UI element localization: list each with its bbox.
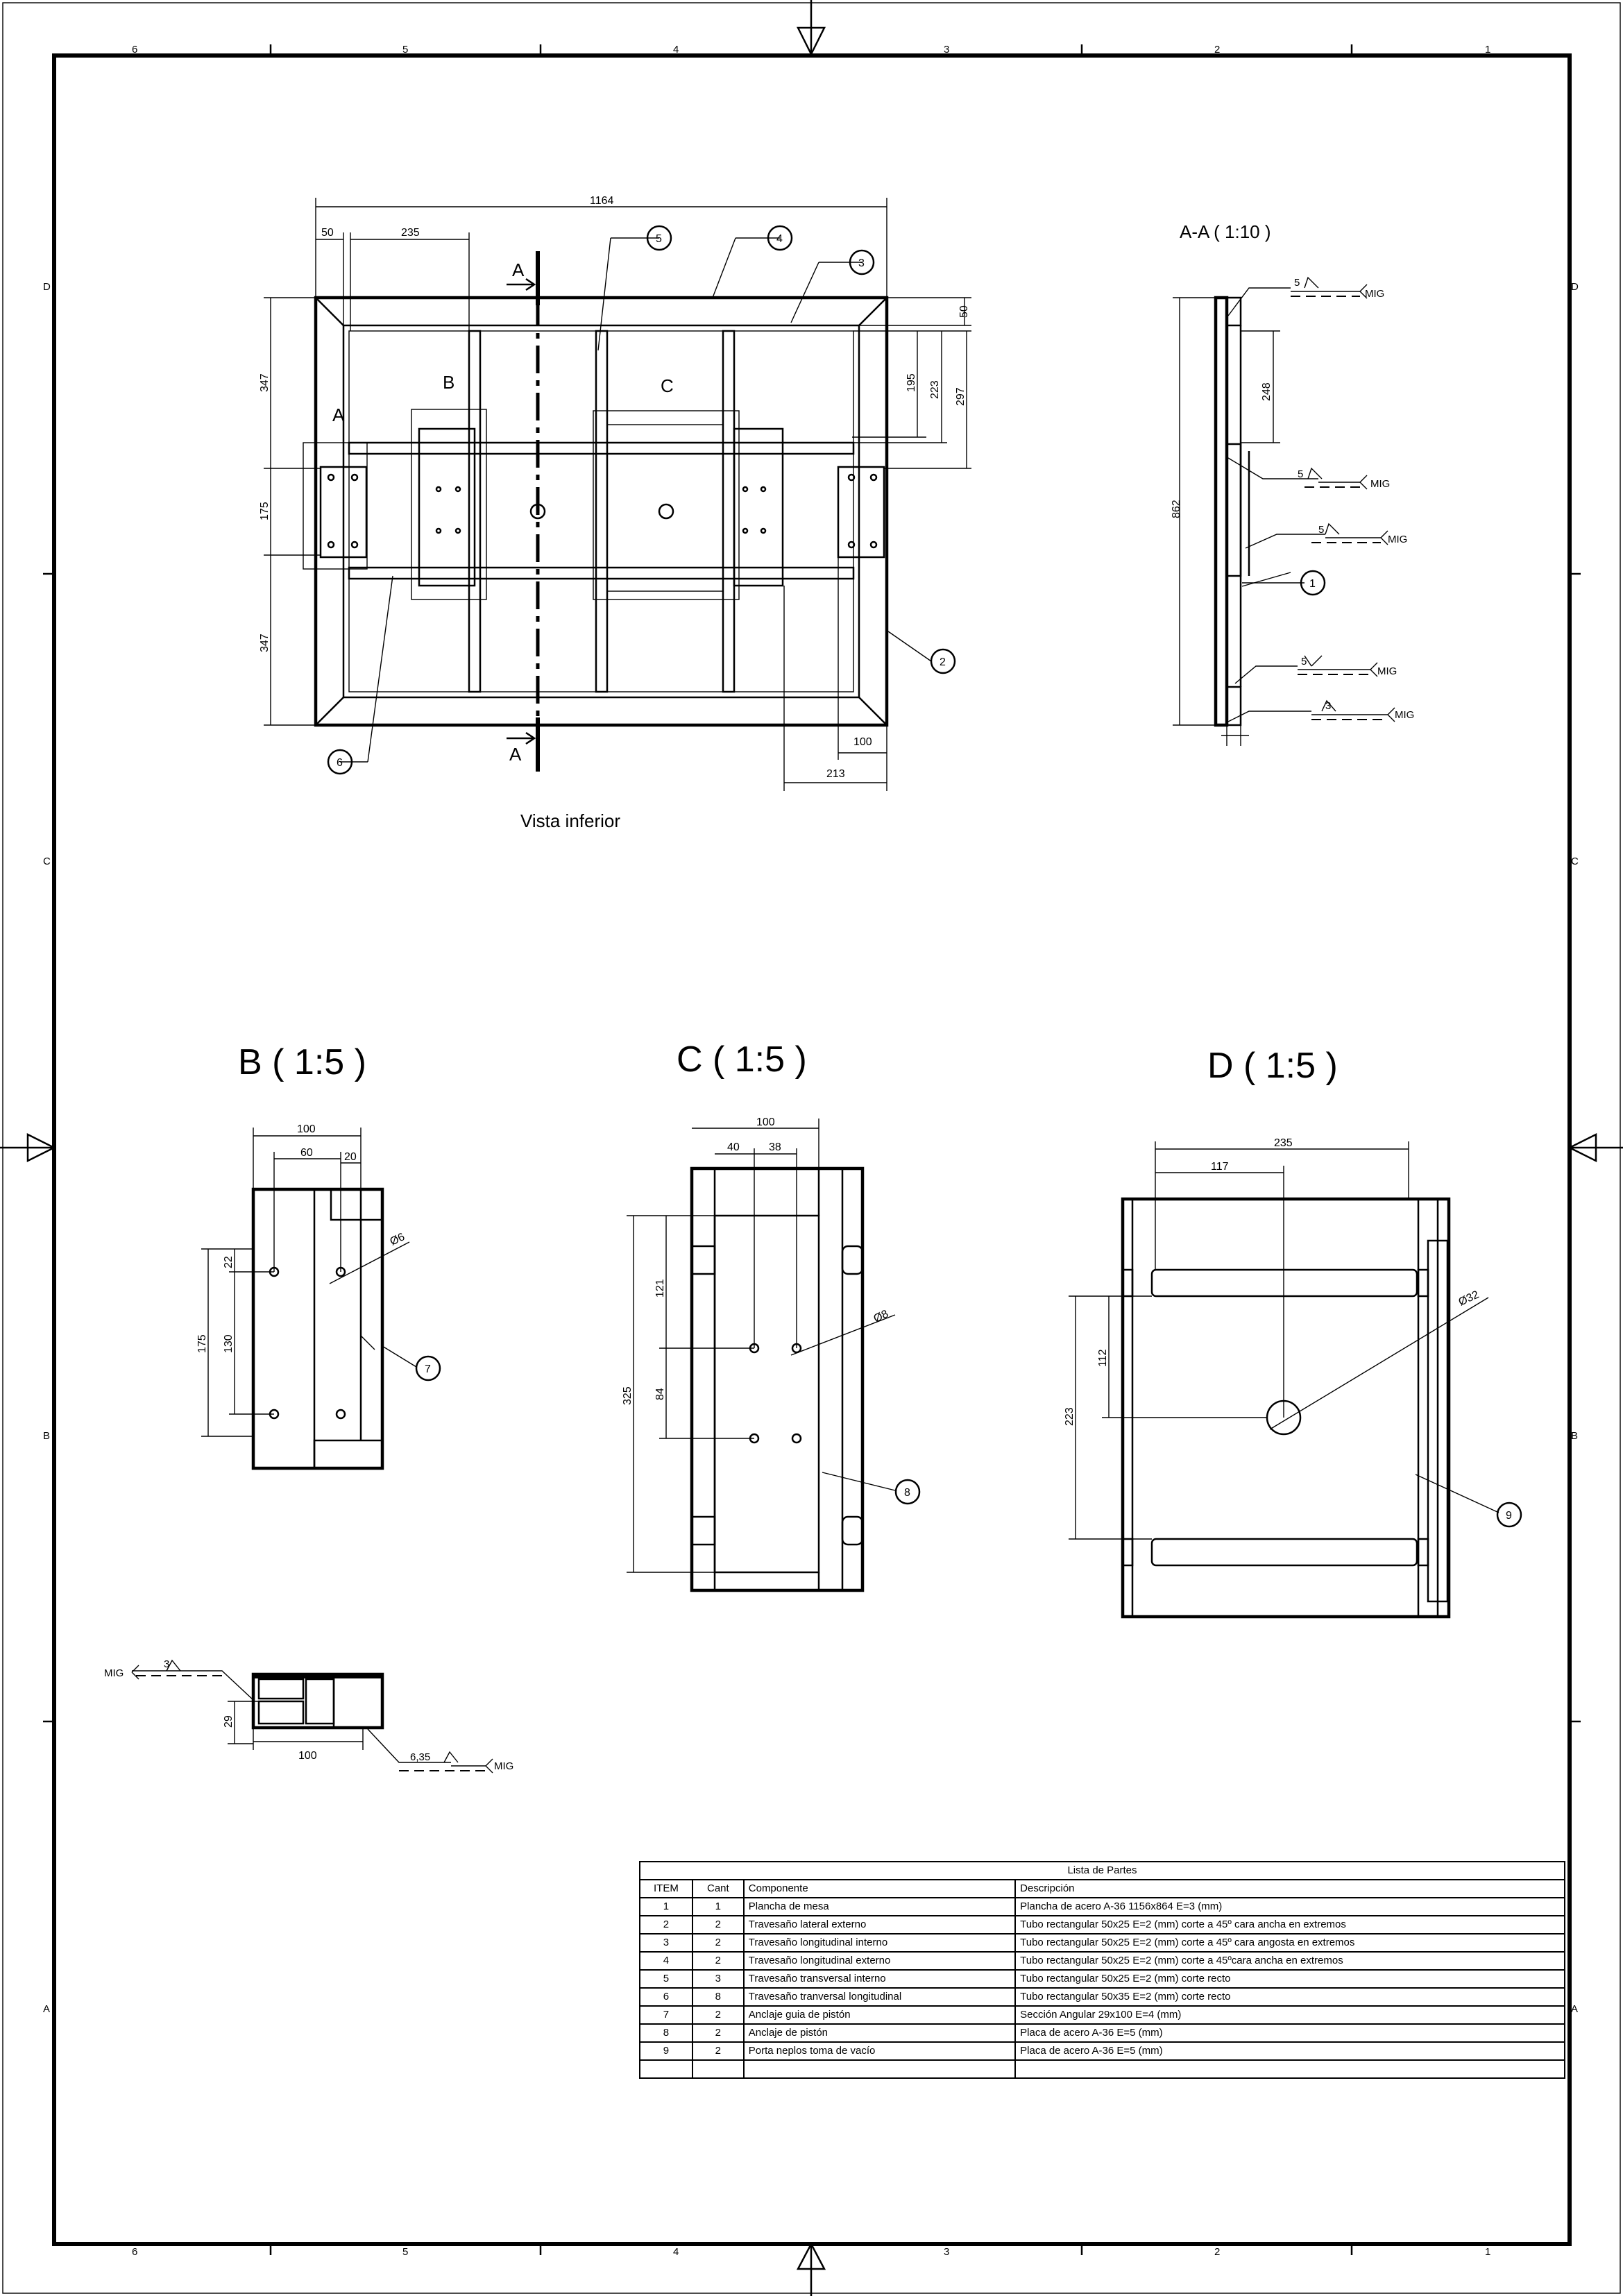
section-dim-upper: 248 xyxy=(1261,382,1273,401)
cell-componente: Travesaño longitudinal interno xyxy=(744,1934,1015,1952)
detail-d-view xyxy=(1064,1046,1521,1617)
detail-c-width: 100 xyxy=(756,1116,775,1128)
cell-cant: 2 xyxy=(692,1934,744,1952)
weld-3-process: MIG xyxy=(1388,534,1408,545)
detail-b-hole: Ø6 xyxy=(388,1231,407,1248)
cell-descripcion xyxy=(1015,2060,1565,2078)
cell-descripcion: Placa de acero A-36 E=5 (mm) xyxy=(1015,2042,1565,2060)
table-row xyxy=(640,2042,1565,2060)
cell-componente: Porta neplos toma de vacío xyxy=(744,2042,1015,2060)
cell-item xyxy=(640,2060,692,2078)
cell-cant: 8 xyxy=(692,1988,744,2006)
section-letter-top: A xyxy=(512,260,525,280)
zone-row-c-left: C xyxy=(43,856,51,867)
dim-overall: 1164 xyxy=(590,195,614,207)
detail-c-title: C ( 1:5 ) xyxy=(677,1039,807,1080)
zone-col-5-bottom: 5 xyxy=(402,2246,409,2258)
zone-row-a-right: A xyxy=(1571,2003,1579,2015)
detail-b-d175: 175 xyxy=(196,1334,208,1353)
cell-descripcion: Tubo rectangular 50x25 E=2 (mm) corte recto xyxy=(1015,1970,1565,1988)
main-bottom-view xyxy=(259,195,971,831)
cell-componente xyxy=(744,2060,1015,2078)
cell-cant: 1 xyxy=(692,1898,744,1916)
cell-cant: 2 xyxy=(692,1952,744,1970)
table-row xyxy=(640,2024,1565,2042)
cell-componente: Travesaño transversal interno xyxy=(744,1970,1015,1988)
table-row xyxy=(640,2060,1565,2078)
zone-row-c-right: C xyxy=(1571,856,1579,867)
zone-col-4-bottom: 4 xyxy=(673,2246,679,2258)
cell-descripcion: Tubo rectangular 50x25 E=2 (mm) corte a 45º cara ancha en extremos xyxy=(1015,1916,1565,1934)
weld-5-process: MIG xyxy=(1395,709,1415,721)
detail-c-d121: 121 xyxy=(654,1279,666,1298)
table-row xyxy=(640,1970,1565,1988)
balloon-2: 2 xyxy=(940,656,946,668)
detail-d-hole: Ø32 xyxy=(1456,1289,1481,1309)
table-row xyxy=(640,2006,1565,2024)
cell-cant: 2 xyxy=(692,2006,744,2024)
angle-weld-bottom-size: 6,35 xyxy=(410,1751,431,1763)
table-row xyxy=(640,1952,1565,1970)
detail-d-title: D ( 1:5 ) xyxy=(1207,1046,1338,1086)
cell-cant xyxy=(692,2060,744,2078)
cell-componente: Travesaño tranversal longitudinal xyxy=(744,1988,1015,2006)
balloon-4: 4 xyxy=(776,233,783,245)
cell-componente: Plancha de mesa xyxy=(744,1898,1015,1916)
zone-col-3-top: 3 xyxy=(944,44,950,56)
cell-descripcion: Placa de acero A-36 E=5 (mm) xyxy=(1015,2024,1565,2042)
weld-2-process: MIG xyxy=(1370,478,1391,490)
weld-1-size: 5 xyxy=(1294,277,1300,289)
dim-left-bay: 235 xyxy=(401,227,420,239)
zone-row-b-left: B xyxy=(43,1430,51,1442)
detail-d-d223: 223 xyxy=(1064,1407,1076,1426)
detail-b-view xyxy=(196,1042,440,1468)
cell-descripcion: Tubo rectangular 50x35 E=2 (mm) corte recto xyxy=(1015,1988,1565,2006)
zone-col-5-top: 5 xyxy=(402,44,409,56)
weld-5-size: 3 xyxy=(1325,700,1332,712)
zone-col-6-bottom: 6 xyxy=(132,2246,138,2258)
parts-list-table xyxy=(639,1861,1565,2079)
cell-item: 8 xyxy=(640,2024,692,2042)
dim-bottom-100: 100 xyxy=(853,736,872,748)
cell-item: 3 xyxy=(640,1934,692,1952)
detail-label-b: B xyxy=(443,372,455,393)
dim-middle-bay: 175 xyxy=(259,502,271,520)
dim-right-50: 50 xyxy=(958,305,970,318)
section-dim-height: 862 xyxy=(1171,500,1182,518)
zone-row-d-left: D xyxy=(43,281,51,293)
detail-c-d84: 84 xyxy=(654,1388,666,1400)
angle-dim-width: 100 xyxy=(298,1750,317,1762)
caption-vista-inferior: Vista inferior xyxy=(520,810,621,831)
table-row xyxy=(640,1934,1565,1952)
cell-componente: Travesaño lateral externo xyxy=(744,1916,1015,1934)
cell-cant: 3 xyxy=(692,1970,744,1988)
cell-cant: 2 xyxy=(692,2024,744,2042)
cell-cant: 2 xyxy=(692,1916,744,1934)
table-row xyxy=(640,1916,1565,1934)
header-descripcion: Descripción xyxy=(1015,1880,1565,1898)
detail-d-d112: 112 xyxy=(1097,1349,1109,1367)
detail-b-w60: 60 xyxy=(300,1147,313,1159)
angle-section-view xyxy=(104,1658,513,1773)
weld-3-size: 5 xyxy=(1318,524,1325,536)
detail-c-w38: 38 xyxy=(769,1141,781,1153)
balloon-3: 3 xyxy=(858,257,865,269)
cell-componente: Travesaño longitudinal externo xyxy=(744,1952,1015,1970)
cell-cant: 2 xyxy=(692,2042,744,2060)
parts-list-title: Lista de Partes xyxy=(640,1862,1565,1880)
detail-d-width: 235 xyxy=(1274,1137,1293,1149)
detail-c-view xyxy=(622,1039,919,1590)
cell-item: 2 xyxy=(640,1916,692,1934)
detail-b-d130: 130 xyxy=(223,1334,235,1353)
cell-item: 9 xyxy=(640,2042,692,2060)
dim-right-297: 297 xyxy=(955,387,967,406)
detail-b-title: B ( 1:5 ) xyxy=(238,1042,366,1082)
parts-list-title-row xyxy=(640,1862,1565,1880)
detail-b-w20: 20 xyxy=(344,1151,357,1163)
angle-weld-top-size: 3 xyxy=(164,1658,170,1670)
detail-b-d22: 22 xyxy=(223,1256,235,1268)
header-item: ITEM xyxy=(640,1880,692,1898)
section-letter-bottom: A xyxy=(509,744,522,765)
dim-right-223: 223 xyxy=(929,380,941,399)
weld-1-process: MIG xyxy=(1365,288,1385,300)
header-componente: Componente xyxy=(744,1880,1015,1898)
detail-b-balloon: 7 xyxy=(425,1363,431,1375)
dim-right-195: 195 xyxy=(906,373,917,392)
zone-row-b-right: B xyxy=(1571,1430,1579,1442)
detail-c-balloon: 8 xyxy=(904,1487,910,1499)
cell-descripcion: Tubo rectangular 50x25 E=2 (mm) corte a 45ºcara ancha en extremos xyxy=(1015,1952,1565,1970)
cell-descripcion: Plancha de acero A-36 1156x864 E=3 (mm) xyxy=(1015,1898,1565,1916)
section-a-a-view xyxy=(1171,221,1414,746)
zone-col-3-bottom: 3 xyxy=(944,2246,950,2258)
cell-item: 5 xyxy=(640,1970,692,1988)
angle-weld-top-process: MIG xyxy=(104,1667,124,1679)
section-title: A-A ( 1:10 ) xyxy=(1180,221,1271,242)
dim-bottom-213: 213 xyxy=(826,768,845,780)
cell-componente: Anclaje de pistón xyxy=(744,2024,1015,2042)
cell-descripcion: Sección Angular 29x100 E=4 (mm) xyxy=(1015,2006,1565,2024)
parts-list-header-row xyxy=(640,1880,1565,1898)
weld-2-size: 5 xyxy=(1298,468,1304,480)
detail-c-hole: Ø8 xyxy=(872,1308,891,1325)
section-balloon-1: 1 xyxy=(1309,578,1316,590)
cell-item: 4 xyxy=(640,1952,692,1970)
detail-b-width: 100 xyxy=(297,1123,316,1135)
balloon-6: 6 xyxy=(337,757,343,769)
cell-item: 6 xyxy=(640,1988,692,2006)
weld-4-size: 5 xyxy=(1301,656,1307,667)
zone-col-4-top: 4 xyxy=(673,44,679,56)
zone-row-d-right: D xyxy=(1571,281,1579,293)
table-row xyxy=(640,1988,1565,2006)
weld-4-process: MIG xyxy=(1377,665,1397,677)
detail-d-balloon: 9 xyxy=(1506,1510,1512,1522)
dim-bottom-bay: 347 xyxy=(259,633,271,652)
zone-col-1-bottom: 1 xyxy=(1485,2246,1491,2258)
cell-componente: Anclaje guia de pistón xyxy=(744,2006,1015,2024)
dim-top-bay: 347 xyxy=(259,373,271,392)
detail-d-w117: 117 xyxy=(1211,1161,1229,1173)
angle-dim-height: 29 xyxy=(223,1715,235,1728)
detail-label-c: C xyxy=(661,375,674,396)
angle-weld-bottom-process: MIG xyxy=(494,1760,514,1772)
zone-col-2-top: 2 xyxy=(1214,44,1221,56)
detail-label-a: A xyxy=(332,405,345,425)
header-cant: Cant xyxy=(692,1880,744,1898)
detail-c-w40: 40 xyxy=(727,1141,740,1153)
balloon-5: 5 xyxy=(656,233,662,245)
cell-item: 1 xyxy=(640,1898,692,1916)
zone-col-6-top: 6 xyxy=(132,44,138,56)
zone-col-2-bottom: 2 xyxy=(1214,2246,1221,2258)
zone-col-1-top: 1 xyxy=(1485,44,1491,56)
table-row xyxy=(640,1898,1565,1916)
cell-item: 7 xyxy=(640,2006,692,2024)
dim-left-edge: 50 xyxy=(321,227,334,239)
cell-descripcion: Tubo rectangular 50x25 E=2 (mm) corte a 45º cara angosta en extremos xyxy=(1015,1934,1565,1952)
zone-row-a-left: A xyxy=(43,2003,51,2015)
detail-c-d325: 325 xyxy=(622,1386,634,1405)
